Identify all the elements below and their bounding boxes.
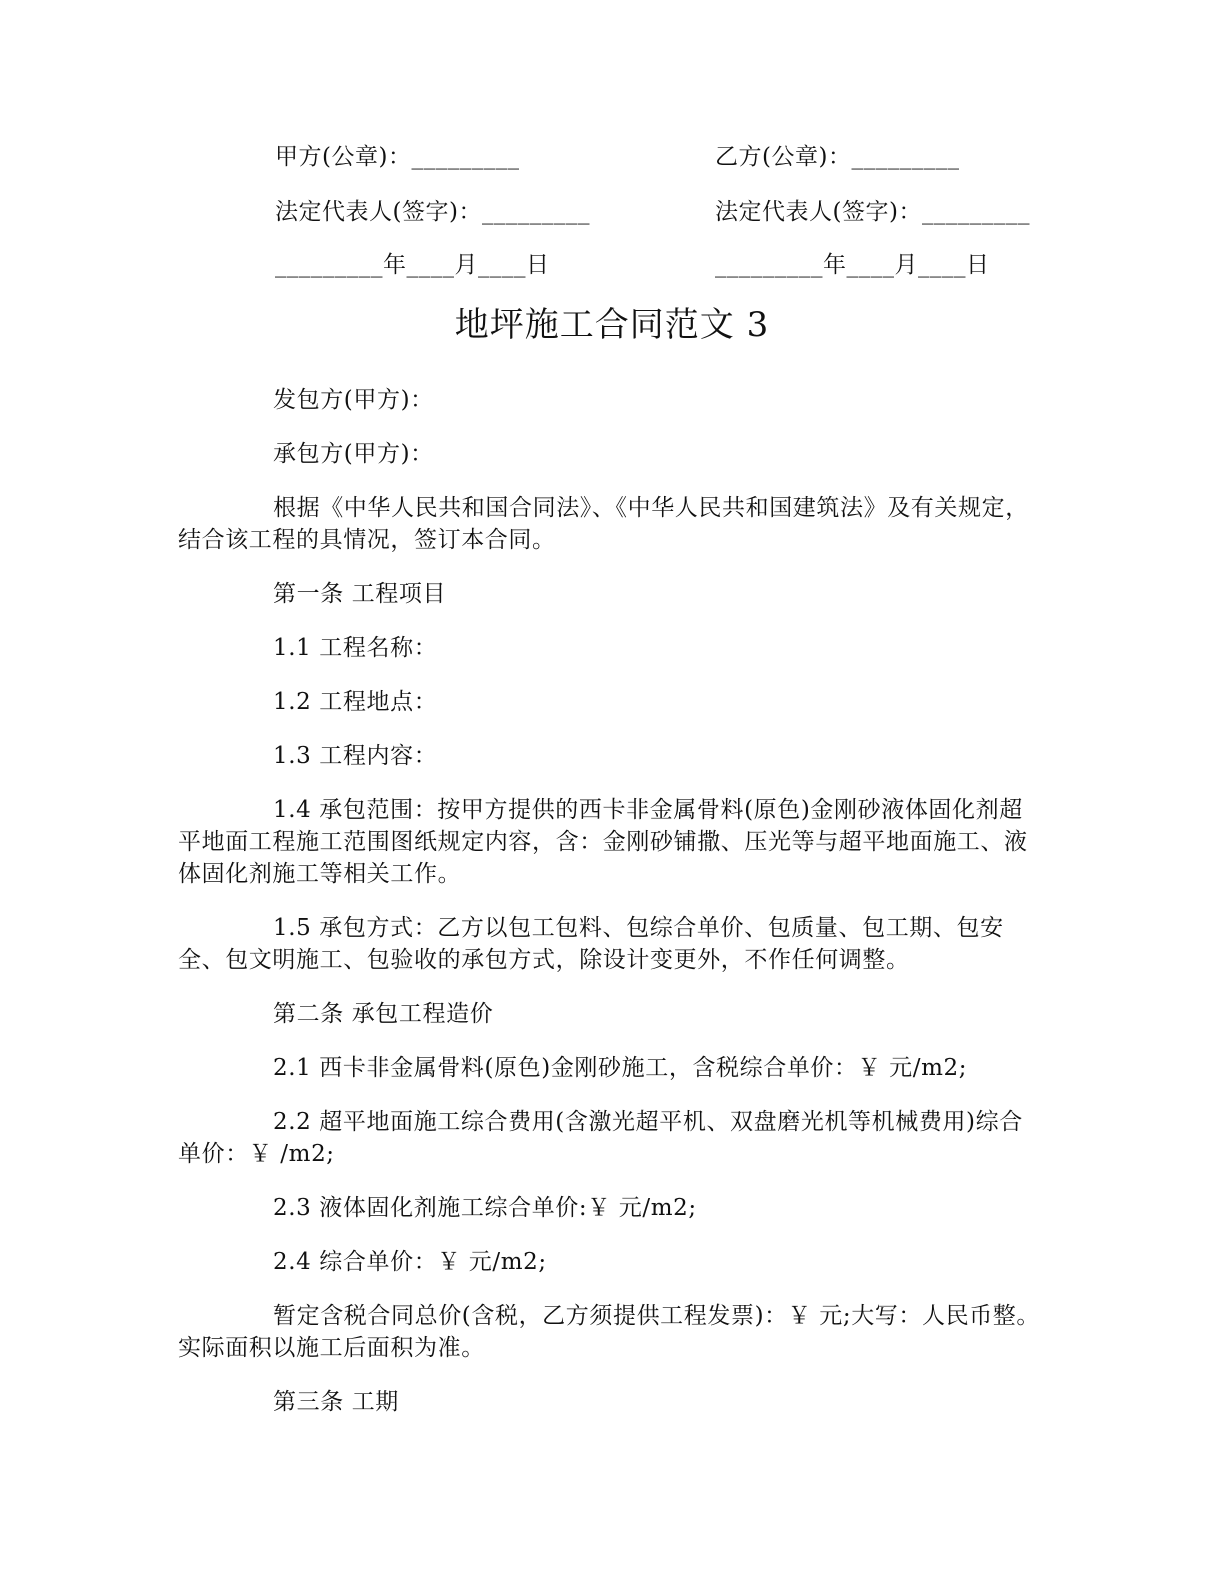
clause-1-1: 1.1 工程名称： [273, 635, 438, 661]
article-1-heading: 第一条 工程项目 [273, 581, 447, 607]
article-3-heading: 第三条 工期 [273, 1389, 399, 1415]
party-a-date-line: _________年____月____日 [275, 252, 550, 278]
contractor-line: 承包方(甲方)： [273, 441, 434, 467]
clause-2-2: 2.2 超平地面施工综合费用(含激光超平机、双盘磨光机等机械费用)综合单价：￥ /m2; [178, 1109, 1023, 1167]
clause-2-3: 2.3 液体固化剂施工综合单价:￥ 元/m2; [273, 1195, 697, 1221]
party-a-seal-line: 甲方(公章)：_________ [275, 144, 520, 170]
clause-2-4: 2.4 综合单价：￥ 元/m2; [273, 1249, 547, 1275]
legal-basis-paragraph: 根据《中华人民共和国合同法》、《中华人民共和国建筑法》及有关规定，结合该工程的具情况，签订本合同。 [178, 495, 1029, 553]
party-b-representative-line: 法定代表人(签字)：_________ [715, 199, 1030, 225]
article-2-heading: 第二条 承包工程造价 [273, 1001, 494, 1027]
party-b-date-line: _________年____月____日 [715, 252, 990, 278]
employer-line: 发包方(甲方)： [273, 387, 434, 413]
contract-body [178, 384, 1040, 1440]
party-a-representative-line: 法定代表人(签字)：_________ [275, 199, 590, 225]
total-price-paragraph: 暂定含税合同总价(含税，乙方须提供工程发票)：￥ 元;大写：人民币整。实际面积以施工后面积为准。 [178, 1303, 1041, 1361]
clause-2-1: 2.1 西卡非金属骨料(原色)金刚砂施工，含税综合单价：￥ 元/m2; [273, 1055, 968, 1081]
clause-1-4: 1.4 承包范围：按甲方提供的西卡非金属骨料(原色)金刚砂液体固化剂超平地面工程施工范围图纸规定内容，含：金刚砂铺撒、压光等与超平地面施工、液体固化剂施工等相关工作。 [178, 797, 1028, 887]
clause-1-2: 1.2 工程地点： [273, 689, 438, 715]
clause-1-5: 1.5 承包方式：乙方以包工包料、包综合单价、包质量、包工期、包安全、包文明施工、包验收的承包方式，除设计变更外，不作任何调整。 [178, 915, 1004, 973]
party-b-seal-line: 乙方(公章)：_________ [715, 144, 960, 170]
document-title: 地坪施工合同范文 3 [454, 305, 770, 345]
clause-1-3: 1.3 工程内容： [273, 743, 438, 769]
